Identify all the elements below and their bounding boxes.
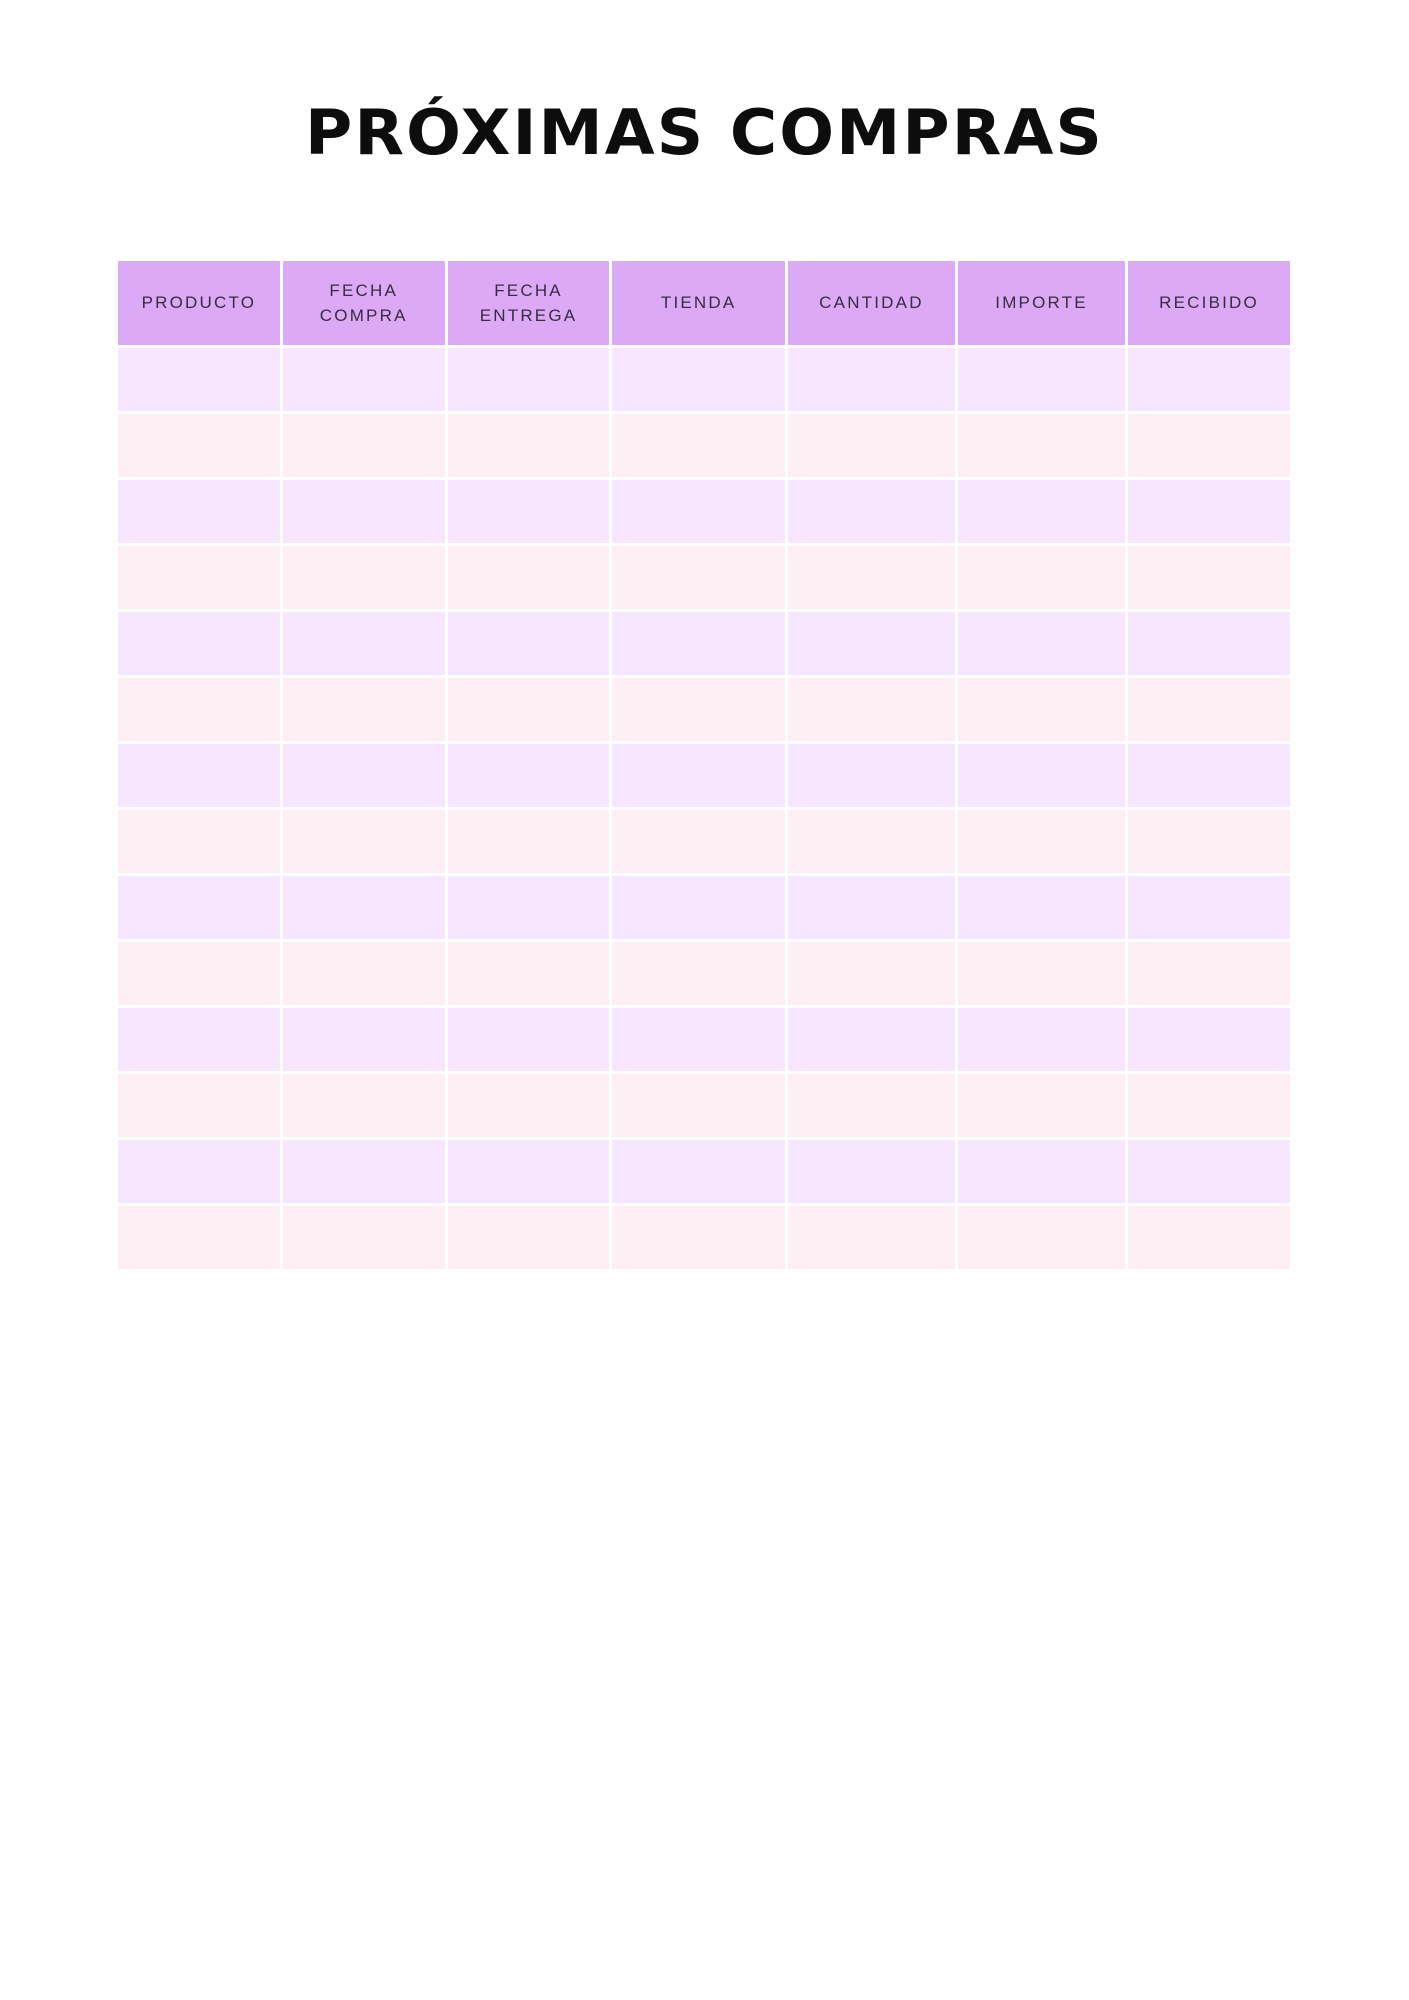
table-cell[interactable] xyxy=(448,678,610,741)
table-cell[interactable] xyxy=(118,1140,280,1203)
table-row xyxy=(118,348,1290,411)
table-cell[interactable] xyxy=(788,1074,955,1137)
table-row xyxy=(118,1008,1290,1071)
table-cell[interactable] xyxy=(118,678,280,741)
table-cell[interactable] xyxy=(1128,348,1290,411)
table-cell[interactable] xyxy=(448,942,610,1005)
table-cell[interactable] xyxy=(1128,744,1290,807)
table-cell[interactable] xyxy=(448,810,610,873)
table-cell[interactable] xyxy=(283,546,445,609)
table-cell[interactable] xyxy=(283,810,445,873)
table-cell[interactable] xyxy=(283,612,445,675)
table-cell[interactable] xyxy=(448,1206,610,1269)
table-row xyxy=(118,876,1290,939)
table-cell[interactable] xyxy=(958,1008,1125,1071)
table-cell[interactable] xyxy=(788,876,955,939)
table-cell[interactable] xyxy=(958,810,1125,873)
table-cell[interactable] xyxy=(118,612,280,675)
table-cell[interactable] xyxy=(612,942,784,1005)
table-cell[interactable] xyxy=(448,414,610,477)
table-cell[interactable] xyxy=(283,348,445,411)
table-cell[interactable] xyxy=(118,1206,280,1269)
table-row xyxy=(118,1206,1290,1269)
table-cell[interactable] xyxy=(958,1206,1125,1269)
table-cell[interactable] xyxy=(448,876,610,939)
table-cell[interactable] xyxy=(118,1074,280,1137)
table-row xyxy=(118,1074,1290,1137)
table-row xyxy=(118,678,1290,741)
table-cell[interactable] xyxy=(612,810,784,873)
table-cell[interactable] xyxy=(788,480,955,543)
table-row xyxy=(118,414,1290,477)
table-cell[interactable] xyxy=(788,546,955,609)
table-cell[interactable] xyxy=(1128,1206,1290,1269)
table-cell[interactable] xyxy=(788,612,955,675)
table-cell[interactable] xyxy=(612,1206,784,1269)
table-cell[interactable] xyxy=(788,1008,955,1071)
table-cell[interactable] xyxy=(283,1140,445,1203)
table-cell[interactable] xyxy=(283,678,445,741)
table-cell[interactable] xyxy=(958,348,1125,411)
table-cell[interactable] xyxy=(958,1140,1125,1203)
table-row xyxy=(118,546,1290,609)
table-cell[interactable] xyxy=(118,942,280,1005)
table-cell[interactable] xyxy=(612,612,784,675)
table-cell[interactable] xyxy=(788,414,955,477)
table-cell[interactable] xyxy=(958,744,1125,807)
table-cell[interactable] xyxy=(283,876,445,939)
table-row xyxy=(118,744,1290,807)
table-cell[interactable] xyxy=(283,414,445,477)
table-cell[interactable] xyxy=(1128,612,1290,675)
table-cell[interactable] xyxy=(958,546,1125,609)
column-header-importe: IMPORTE xyxy=(958,261,1125,345)
table-cell[interactable] xyxy=(958,612,1125,675)
table-cell[interactable] xyxy=(788,810,955,873)
table-cell[interactable] xyxy=(788,744,955,807)
column-header-cantidad: CANTIDAD xyxy=(788,261,955,345)
table-cell[interactable] xyxy=(958,480,1125,543)
table-cell[interactable] xyxy=(612,678,784,741)
table-cell[interactable] xyxy=(448,1140,610,1203)
table-cell[interactable] xyxy=(1128,1008,1290,1071)
table-cell[interactable] xyxy=(958,942,1125,1005)
table-cell[interactable] xyxy=(612,1074,784,1137)
column-header-fecha-entrega: FECHA ENTREGA xyxy=(448,261,610,345)
table-cell[interactable] xyxy=(788,1140,955,1203)
table-cell[interactable] xyxy=(1128,876,1290,939)
table-cell[interactable] xyxy=(448,480,610,543)
table-row xyxy=(118,1140,1290,1203)
table-cell[interactable] xyxy=(448,348,610,411)
table-cell[interactable] xyxy=(1128,1140,1290,1203)
table-row xyxy=(118,942,1290,1005)
table-cell[interactable] xyxy=(448,744,610,807)
table-cell[interactable] xyxy=(283,1008,445,1071)
table-cell[interactable] xyxy=(958,876,1125,939)
page-title: PRÓXIMAS COMPRAS xyxy=(305,96,1104,169)
table-cell[interactable] xyxy=(118,480,280,543)
table-cell[interactable] xyxy=(612,414,784,477)
table-cell[interactable] xyxy=(118,546,280,609)
table-cell[interactable] xyxy=(788,678,955,741)
table-cell[interactable] xyxy=(612,876,784,939)
column-header-producto: PRODUCTO xyxy=(118,261,280,345)
table-cell[interactable] xyxy=(788,942,955,1005)
table-row xyxy=(118,810,1290,873)
table-cell[interactable] xyxy=(612,480,784,543)
table-header xyxy=(118,261,1290,345)
table-cell[interactable] xyxy=(1128,1074,1290,1137)
table-cell[interactable] xyxy=(1128,546,1290,609)
column-header-fecha-compra: FECHA COMPRA xyxy=(283,261,445,345)
table-body xyxy=(118,348,1290,1269)
table-cell[interactable] xyxy=(283,1206,445,1269)
table-cell[interactable] xyxy=(958,1074,1125,1137)
table-row xyxy=(118,480,1290,543)
table-cell[interactable] xyxy=(118,348,280,411)
table-cell[interactable] xyxy=(612,1008,784,1071)
column-header-tienda: TIENDA xyxy=(612,261,784,345)
table-cell[interactable] xyxy=(612,348,784,411)
table-cell[interactable] xyxy=(448,546,610,609)
table-cell[interactable] xyxy=(612,744,784,807)
table-cell[interactable] xyxy=(283,942,445,1005)
table-cell[interactable] xyxy=(448,612,610,675)
table-cell[interactable] xyxy=(1128,678,1290,741)
table-cell[interactable] xyxy=(1128,810,1290,873)
table-cell[interactable] xyxy=(958,678,1125,741)
table-cell[interactable] xyxy=(612,546,784,609)
table-row xyxy=(118,612,1290,675)
table-cell[interactable] xyxy=(283,744,445,807)
column-header-recibido: RECIBIDO xyxy=(1128,261,1290,345)
table-cell[interactable] xyxy=(788,348,955,411)
table-header-row xyxy=(118,261,1290,345)
purchases-table xyxy=(115,258,1293,1272)
table-cell[interactable] xyxy=(118,876,280,939)
table-cell[interactable] xyxy=(1128,942,1290,1005)
table-cell[interactable] xyxy=(448,1008,610,1071)
table-cell[interactable] xyxy=(118,744,280,807)
table-cell[interactable] xyxy=(283,480,445,543)
table-cell[interactable] xyxy=(118,414,280,477)
table-cell[interactable] xyxy=(283,1074,445,1137)
table-cell[interactable] xyxy=(958,414,1125,477)
table-cell[interactable] xyxy=(118,810,280,873)
table-cell[interactable] xyxy=(1128,414,1290,477)
table-cell[interactable] xyxy=(1128,480,1290,543)
table-cell[interactable] xyxy=(448,1074,610,1137)
purchases-table-container xyxy=(115,258,1293,1272)
table-cell[interactable] xyxy=(788,1206,955,1269)
table-cell[interactable] xyxy=(118,1008,280,1071)
table-cell[interactable] xyxy=(612,1140,784,1203)
